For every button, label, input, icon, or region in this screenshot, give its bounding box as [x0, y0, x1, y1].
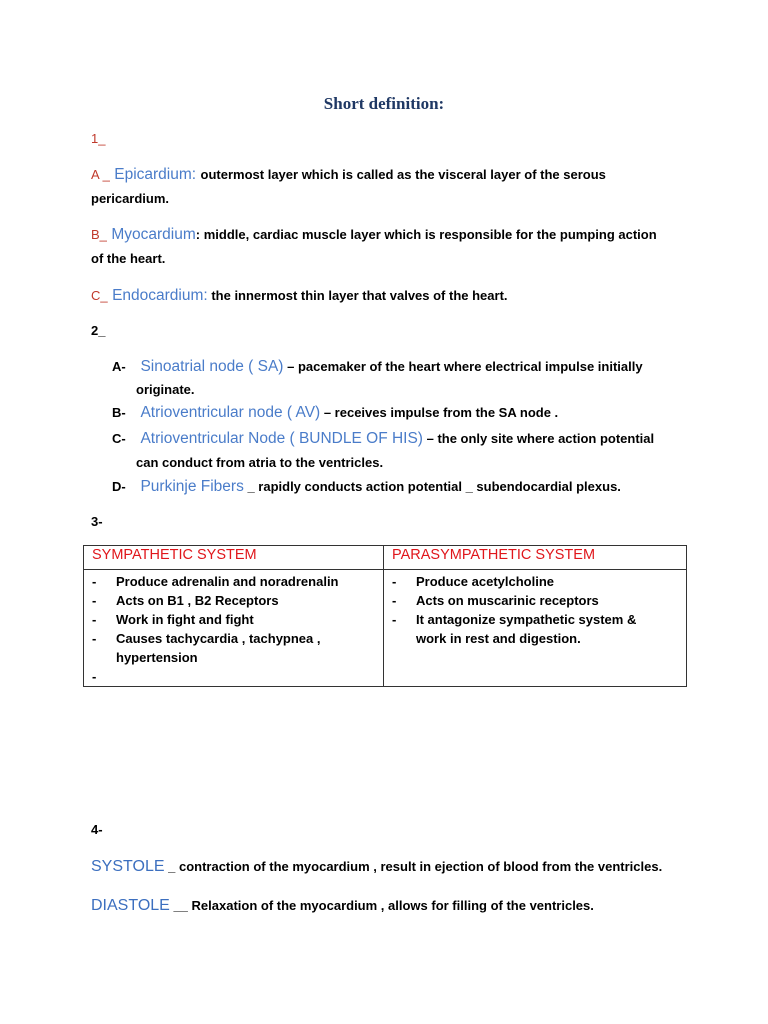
list-item: - Acts on B1 , B2 Receptors [92, 593, 279, 608]
q1-item-a [91, 166, 606, 184]
q2-item-d [112, 478, 621, 496]
q2-item-a-def: – pacemaker of the heart where electrical impulse initially [283, 359, 643, 374]
list-item: - Produce adrenalin and noradrenalin [92, 574, 339, 589]
q1-item-c-def: the innermost thin layer that valves of the heart. [207, 288, 508, 303]
q2-item-d-term: Purkinje Fibers [140, 478, 244, 495]
q2-item-b-def: – receives impulse from the SA node . [320, 405, 559, 420]
q1-number: 1_ [91, 131, 106, 146]
table-header-sympathetic: SYMPATHETIC SYSTEM [84, 546, 384, 570]
q4-diastole-term: DIASTOLE [91, 897, 170, 914]
q4-systole-term: SYSTOLE [91, 858, 165, 875]
q1-item-c [91, 287, 508, 305]
q1-item-c-letter: C_ [91, 288, 108, 303]
sympathetic-list: - Produce adrenalin and noradrenalin - Acts on B1 , B2 Receptors - Work in fight and fight - Causes tachycardia , tachypnea , hypertension - [84, 572, 383, 667]
list-item: - Produce acetylcholine [392, 574, 554, 589]
list-item: - Acts on muscarinic receptors [392, 593, 599, 608]
list-item: - Causes tachycardia , tachypnea , hypertension [92, 631, 321, 665]
table-header-row [84, 546, 687, 570]
q2-item-c-def-cont: can conduct from atria to the ventricles. [136, 455, 384, 470]
list-item-text: Produce adrenalin and noradrenalin [116, 574, 339, 589]
q2-item-c [112, 430, 654, 448]
q2-item-c-def: – the only site where action potential [422, 431, 655, 446]
list-item: - It antagonize sympathetic system & work in rest and digestion. [392, 612, 637, 646]
q2-item-d-def: _ rapidly conducts action potential _ subendocardial plexus. [243, 479, 621, 494]
list-item-text: Acts on B1 , B2 Receptors [116, 593, 279, 608]
q2-item-c-label: C- [112, 431, 126, 446]
q2-item-b [112, 404, 558, 422]
q4-number: 4- [91, 822, 103, 837]
q1-item-a-letter: A _ [91, 167, 110, 182]
table-cell-sympathetic [84, 570, 384, 687]
q2-number: 2_ [91, 323, 106, 338]
list-item-text: Work in fight and fight [116, 612, 254, 627]
q1-item-b-letter: B_ [91, 227, 107, 242]
q4-diastole [91, 897, 594, 915]
list-item-text: Acts on muscarinic receptors [416, 593, 599, 608]
q2-item-b-term: Atrioventricular node ( AV) [140, 404, 321, 421]
q1-item-b-def: : middle, cardiac muscle layer which is responsible for the pumping action [195, 227, 657, 242]
q4-systole-def: _ contraction of the myocardium , result in ejection of blood from the ventricles. [164, 859, 663, 874]
q2-item-a-term: Sinoatrial node ( SA) [140, 358, 284, 375]
q1-item-c-term: Endocardium: [112, 287, 208, 304]
q1-item-b-def-cont: of the heart. [91, 251, 166, 266]
table-row [84, 570, 687, 687]
table-cell-parasympathetic [384, 570, 687, 687]
list-item-text: It antagonize sympathetic system & work in rest and digestion. [416, 612, 637, 646]
q2-item-a-label: A- [112, 359, 126, 374]
comparison-table [83, 545, 687, 687]
q2-item-a [112, 358, 643, 376]
table-header-parasympathetic: PARASYMPATHETIC SYSTEM [384, 546, 687, 570]
parasympathetic-list [384, 572, 686, 648]
q1-item-a-def: outermost layer which is called as the visceral layer of the serous [200, 167, 606, 182]
q2-item-d-label: D- [112, 479, 126, 494]
q2-item-c-term: Atrioventricular Node ( BUNDLE OF HIS) [140, 430, 423, 447]
q1-item-a-term: Epicardium: [114, 166, 197, 183]
q3-number: 3- [91, 514, 103, 529]
list-item-text: Produce acetylcholine [416, 574, 554, 589]
page-title: Short definition: [323, 94, 445, 113]
q2-item-a-def-cont: originate. [136, 382, 195, 397]
q1-item-b [91, 226, 657, 244]
q1-item-b-term: Myocardium [111, 226, 196, 243]
q4-systole [91, 858, 662, 876]
list-item-text: Causes tachycardia , tachypnea , hypertension [116, 631, 321, 665]
q2-item-b-label: B- [112, 405, 126, 420]
q4-diastole-def: __ Relaxation of the myocardium , allows for filling of the ventricles. [169, 898, 594, 913]
q1-item-a-def-cont: pericardium. [91, 191, 170, 206]
list-item: - Work in fight and fight [92, 612, 254, 627]
